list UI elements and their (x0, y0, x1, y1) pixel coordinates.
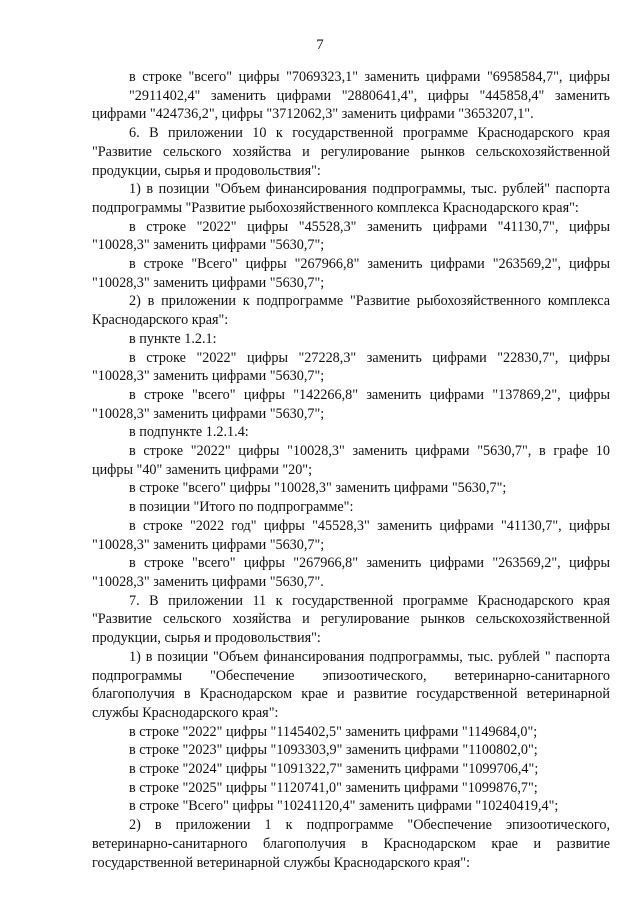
paragraph: "2911402,4" заменить цифрами "2880641,4", цифры "445858,4" заменить цифрами "424736,2", цифры "3712062,3" заменить цифрами "3653207,1". (92, 87, 610, 123)
paragraph: в строке "2022" цифры "45528,3" заменить цифрами "41130,7", цифры "10028,3" заменить цифрами "5630,7"; (92, 218, 610, 254)
paragraph: в строке "2022 год" цифры "45528,3" заменить цифрами "41130,7", цифры "10028,3" заменить цифрами "5630,7"; (92, 517, 610, 553)
paragraph: 7. В приложении 11 к государственной программе Краснодарского края "Развитие сельского хозяйства и регулирование рынков сельскохозяйственной продукции, сырья и продовольствия": (92, 592, 610, 647)
paragraph: в строке "2022" цифры "27228,3" заменить цифрами "22830,7", цифры "10028,3" заменить цифрами "5630,7"; (92, 349, 610, 385)
paragraph: в строке "всего" цифры "267966,8" заменить цифрами "263569,2", цифры "10028,3" заменить цифрами "5630,7". (92, 555, 610, 590)
paragraph: 1) в позиции "Объем финансирования подпрограммы, тыс. рублей" паспорта подпрограммы "Развитие рыбохозяйственного комплекса Краснодарского края": (92, 181, 610, 216)
paragraph: в подпункте 1.2.1.4: (129, 424, 249, 441)
paragraph: в строке "2023" цифры "1093303,9" заменить цифрами "1100802,0"; (129, 742, 538, 759)
paragraph: в строке "Всего" цифры "267966,8" заменить цифрами "263569,2", цифры "10028,3" заменить цифрами "5630,7"; (92, 256, 610, 291)
paragraph: в строке "2022" цифры "10028,3" заменить цифрами "5630,7", в графе 10 цифры "40" заменить цифрами "20"; (92, 443, 610, 478)
document-body (92, 68, 610, 872)
paragraph: в строке "всего" цифры "7069323,1" заменить цифрами "6958584,7", цифры (129, 69, 610, 85)
paragraph: в строке "всего" цифры "10028,3" заменить цифрами "5630,7"; (129, 480, 507, 497)
paragraph: в строке "2024" цифры "1091322,7" заменить цифрами "1099706,4"; (129, 761, 539, 778)
paragraph: в строке "всего" цифры "142266,8" заменить цифрами "137869,2", цифры "10028,3" заменить цифрами "5630,7"; (92, 386, 610, 422)
paragraph: 6. В приложении 10 к государственной программе Краснодарского края "Развитие сельского хозяйства и регулирование рынков сельскохозяйственной продукции, сырья и продовольствия": (92, 125, 610, 179)
paragraph: в строке "2022" цифры "1145402,5" заменить цифрами "1149684,0"; (129, 723, 538, 740)
paragraph: 2) в приложении 1 к подпрограмме "Обеспечение эпизоотического, ветеринарно-санитарного благополучия в Краснодарском крае и развитие государственной ветеринарной службы Краснодарского края": (92, 817, 610, 871)
paragraph: в строке "Всего" цифры "10241120,4" заменить цифрами "10240419,4"; (129, 798, 559, 815)
paragraph: 2) в приложении к подпрограмме "Развитие рыбохозяйственного комплекса Краснодарского края": (92, 293, 610, 329)
paragraph: в строке "2025" цифры "1120741,0" заменить цифрами "1099876,7"; (129, 779, 538, 796)
paragraph: в пункте 1.2.1: (129, 330, 217, 347)
paragraph: в позиции "Итого по подпрограмме": (129, 499, 354, 516)
paragraph: 1) в позиции "Объем финансирования подпрограммы, тыс. рублей " паспорта подпрограммы "Обеспечение эпизоотического, ветеринарно-санитарного благополучия в Краснодарском крае и развитие государственной ветеринарной службы Краснодарского края": (92, 648, 610, 721)
page-number: 7 (316, 37, 324, 53)
